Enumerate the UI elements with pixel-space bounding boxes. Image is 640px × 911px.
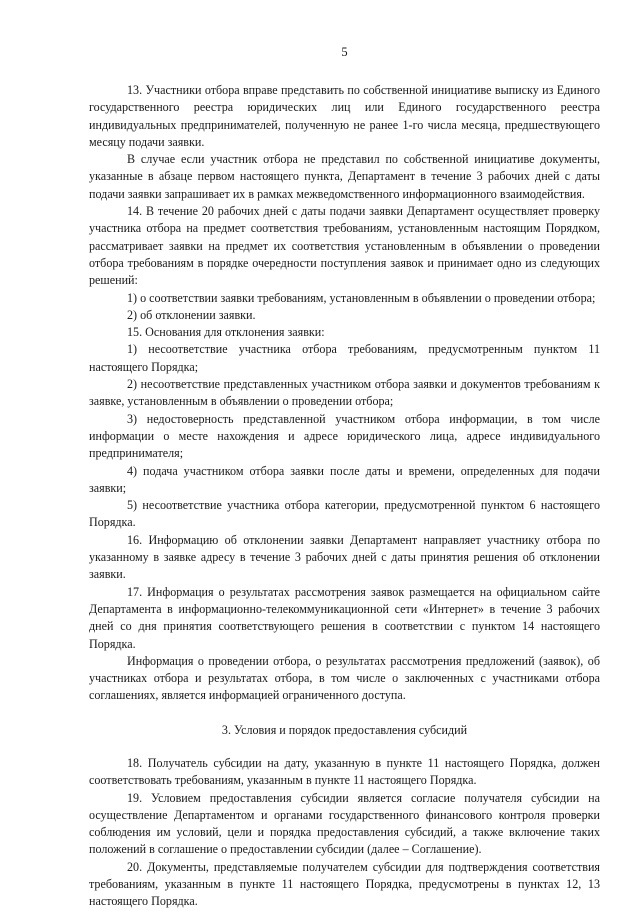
page-number: 5: [341, 45, 348, 59]
paragraph-15-item-1: 1) несоответствие участника отбора требованиям, предусмотренным пунктом 11 настоящего Порядка;: [89, 342, 600, 374]
paragraph-17-second: Информация о проведении отбора, о результатах рассмотрения предложений (заявок), об участниках отбора и результатах отбора, в том числе о заключенных с участниками отбора соглашениях, является информацией ограниченного доступа.: [89, 653, 600, 703]
paragraph-19: 19. Условием предоставления субсидии является согласие получателя субсидии на осуществление Департаментом и органами государственного финансового контроля проверки соблюдения им условий, цели и порядка предоставления субсидий, а также включение таких положений в соглашение о предоставлении субсидии (далее – Соглашение).: [89, 790, 600, 857]
paragraph-17: 17. Информация о результатах рассмотрения заявок размещается на официальном сайте Департамента в информационно-телекоммуникационной сети «Интернет» в течение 3 рабочих дней со дня принятия соответствующего решения в соответствии с пунктом 14 настоящего Порядка.: [89, 584, 600, 651]
paragraph-18: 18. Получатель субсидии на дату, указанную в пункте 11 настоящего Порядка, должен соответствовать требованиям, указанным в пункте 11 настоящего Порядка.: [89, 755, 600, 788]
section-3-heading: 3. Условия и порядок предоставления субсидий: [221, 722, 468, 737]
paragraph-15-item-4: 4) подача участником отбора заявки после даты и времени, определенных для подачи заявки;: [89, 463, 600, 495]
paragraph-13: 13. Участники отбора вправе представить по собственной инициативе выписку из Единого государственного реестра юридических лиц или Единого государственного реестра индивидуальных предпринимателей, полученную не ранее 1-го числа месяца, предшествующего месяцу подачи заявки.: [89, 83, 600, 149]
paragraph-14: 14. В течение 20 рабочих дней с даты подачи заявки Департамент осуществляет проверку участника отбора на предмет соответствия требованиям, установленным настоящим Порядком, рассматривает заявки на предмет их соответствия установленным в объявлении о проведении отбора требованиям в порядке очередности поступления заявок и принимает одно из следующих решений:: [89, 204, 600, 288]
document-body: [89, 82, 600, 911]
paragraph-15-item-2: 2) несоответствие представленных участником отбора заявки и документов требованиям к заявке, установленным в объявлении о проведении отбора;: [89, 377, 600, 409]
paragraph-15: 15. Основания для отклонения заявки:: [127, 325, 325, 340]
paragraph-20: 20. Документы, представляемые получателем субсидии для подтверждения соответствия требованиям, указанным в пункте 11 настоящего Порядка, предусмотрены в пунктах 12, 13 настоящего Порядка.: [89, 859, 600, 909]
paragraph-15-item-3: 3) недостоверность представленной участником отбора информации, в том числе информации о месте нахождения и адресе юридического лица, адресе индивидуального предпринимателя;: [89, 411, 600, 461]
paragraph-16: 16. Информацию об отклонении заявки Департамент направляет участнику отбора по указанному в заявке адресу в течение 3 рабочих дней с даты принятия решения об отклонении заявки.: [89, 532, 600, 582]
paragraph-14-item-2: 2) об отклонении заявки.: [127, 307, 256, 322]
paragraph-15-item-5: 5) несоответствие участника отбора категории, предусмотренной пунктом 6 настоящего Порядка.: [89, 498, 600, 530]
paragraph-14-item-1: 1) о соответствии заявки требованиям, установленным в объявлении о проведении отбора;: [127, 290, 596, 305]
paragraph-13-second: В случае если участник отбора не представил по собственной инициативе документы, указанные в абзаце первом настоящего пункта, Департамент в течение 3 рабочих дней с даты подачи заявки запрашивает их в рамках межведомственного информационного взаимодействия.: [89, 152, 600, 201]
